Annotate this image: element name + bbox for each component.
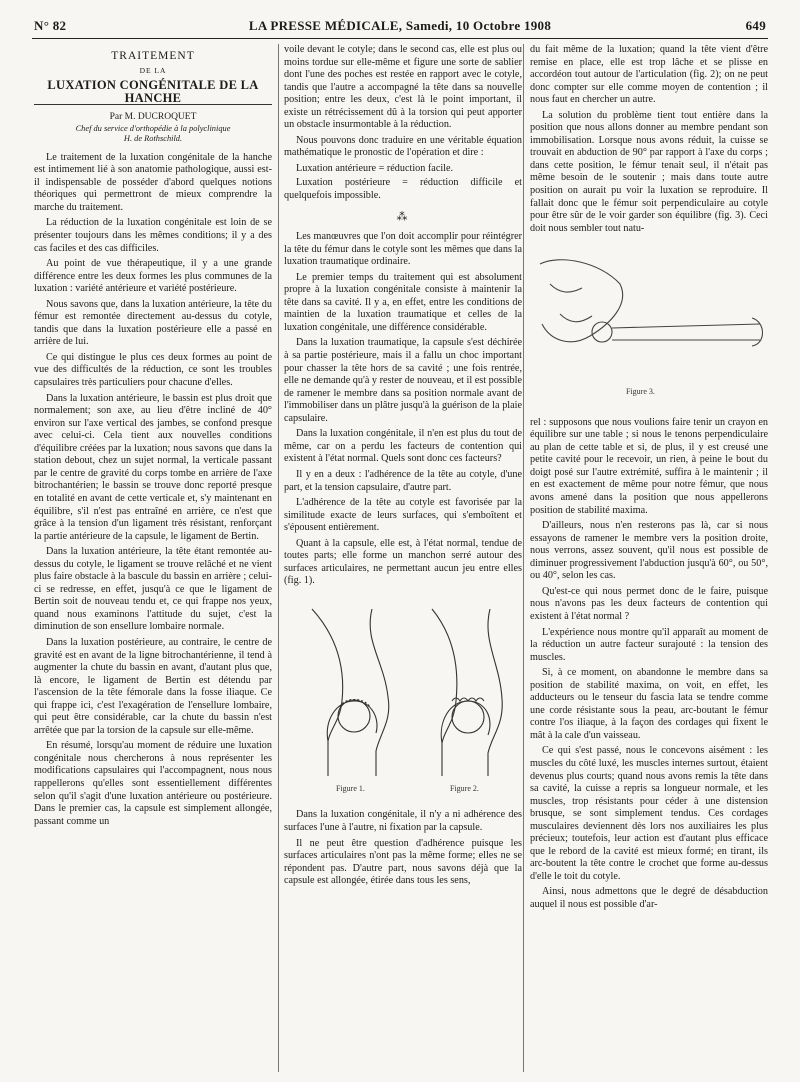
paragraph: Ce qui s'est passé, nous le concevons aisément : les muscles du côté luxé, les muscles internes surtout, étaient devenus plus courts; quand nous avons remis la tête dans sa cavité, la cuisse a repris sa longueur normale, et les muscles, trop résistants pour céder à une distension brusque, se sont simplement tendus. Ces cordages musculaires deviennent dès lors nos auxiliaires les plus précieux; toutefois, leur action est d'autant plus efficace que le rebord de la cavité est mieux formé; en tirant, ils arc-boutent la tête contre le crochet que forme au-dessus d'elle le toit du cotyle. [530,745,768,882]
figure-2-caption: Figure 2. [450,783,479,793]
figure-1-caption: Figure 1. [336,783,365,793]
equation-line: Luxation antérieure = réduction facile. [296,162,454,174]
running-head [32,14,768,39]
paragraph: Dans la luxation antérieure, le bassin est plus droit que normalement; son axe, au lieu d'être incliné de 40° environ sur l'axe vertical des jambes, se confond presque avec celui-ci. Cela tient aux nouvelles conditions d'équilibre créées par la luxation; nous savons que dans la station debout, chez un sujet normal, la verticale passant par le centre de gravité du corps tombe en arrière de l'axe bitrochantérien; le bassin se trouve donc reporté presque en totalité en avant de cette verticale et, s'y maintenant en équilibre, s'il n'est pas entraîné en arrière, ce n'est que grâce à la tension d'un ligament très résistant, renforçant la partie antérieure de la capsule, le ligament de Bertin. [34,392,272,542]
paragraph: D'ailleurs, nous n'en resterons pas là, car si nous essayons de ramener le membre vers la position droite, nous verrons, assez souvent, qu'il nous est possible de diminuer progressivement l'abduction jusqu'à 60°, ou 50°, ou 40°, selon les cas. [530,520,768,582]
figure-2-drawing [432,609,502,776]
paragraph: Dans la luxation congénitale, il n'en est plus du tout de même, car on a perdu les facteurs de contention qui existent à l'état normal. Quels sont donc ces facteurs? [284,428,522,465]
column-rule [278,44,279,1072]
paragraph: Au point de vue thérapeutique, il y a une grande différence entre les deux formes les plus communes de la luxation : variété antérieure et variété postérieure. [34,258,272,295]
paragraph: Dans la luxation antérieure, la tête étant remontée au-dessus du cotyle, le ligament se trouve relâché et ne vient plus faire obstacle à la bascule du bassin en arrière ; celui-ci se redresse, en effet, jusqu'à ce que le ligament de Bertin soit de nouveau tendu et, ce qui frappe nos yeux, quand nous examinons l'attitude du sujet, c'est la diminution de son ensellure lombaire normale. [34,546,272,633]
figure-3-drawing [540,260,763,346]
article-title-line2: DE LA [139,65,167,75]
figure-3-caption: Figure 3. [626,387,655,397]
page-number: 649 [745,18,766,33]
paragraph: Il ne peut être question d'adhérence puisque les surfaces articulaires n'ont pas la même forme; elles ne se répondent pas. D'autre part, nous savons déjà que la capsule est allongée, étirée dans tous les sens, [284,837,522,887]
paragraph: En résumé, lorsqu'au moment de réduire une luxation congénitale nous chercherons à nous représenter les modifications capsulaires qui l'accompagnent, nous nous rappellerons qu'elles sont essentiellement différentes selon qu'il s'agit d'une luxation antérieure ou postérieure. Dans le premier cas, la capsule est simplement allongée, passant comme un [34,740,272,827]
figure-1-drawing [312,609,389,776]
paragraph: Qu'est-ce qui nous permet donc de le faire, puisque nous n'avons pas les deux facteurs de contention qui existent à l'état normal ? [530,585,768,622]
paragraph: L'expérience nous montre qu'il apparaît au moment de la réduction un autre facteur surajouté : la tension des muscles. [530,626,768,663]
issue-number: N° 82 [34,18,67,33]
paragraph: voile devant le cotyle; dans le second cas, elle est plus ou moins tordue sur elle-même et figure une sorte de sablier dont l'une des poches est restée en rapport avec le cotyle, tandis que l'autre a accompagné la tête dans sa nouvelle position; entre les deux, c'est là le point important, il existe un rétrécissement dû à la torsion qui peut apporter un obstacle insurmontable à la réduction. [284,44,522,131]
paragraph: Le traitement de la luxation congénitale de la hanche est intimement lié à son anatomie pathologique, aussi est-il indispensable de posséder d'abord quelques notions théoriques qui permettront de mieux comprendre la marche du traitement. [34,151,272,213]
section-separator: ⁂ [396,210,410,223]
paragraph: rel : supposons que nous voulions faire tenir un crayon en équilibre sur une table ; si nous le tenons perpendiculaire au plan de cette table et si, de plus, il y est creusé une petite cavité pour le recevoir, un rien, à peine le bout du doigt posé sur l'autre extrémité, suffira à le maintenir ; il en est exactement de même pour notre fémur, que nous avons amené dans la position que nous appellerons position de stabilité maxima. [530,416,768,516]
article-author: Par M. DUCROQUET [109,112,197,123]
paragraph: Ce qui distingue le plus ces deux formes au point de vue des difficultés de la réduction, ce sont les troubles capsulaires très particuliers pour chacune d'elles. [34,351,272,389]
figures-1-2-hip-illustration [284,601,522,797]
column-rule [523,44,524,1072]
paragraph: Ainsi, nous admettons que le degré de désabduction auquel il nous est possible d'ar- [530,886,768,910]
column-1 [34,44,272,1072]
paragraph: L'adhérence de la tête au cotyle est favorisée par la similitude exacte de leurs surfaces, qui s'emboîtent et s'épousent entièrement. [284,497,522,534]
column-2 [284,44,522,1072]
equation-line: Luxation postérieure = réduction difficile et quelquefois impossible. [284,177,522,202]
paragraph: La réduction de la luxation congénitale est loin de se présenter toujours dans les mêmes conditions; il y a des cas faciles et des cas difficiles. [34,217,272,254]
journal-title: LA PRESSE MÉDICALE, Samedi, 10 Octobre 1908 [248,18,552,33]
paragraph: Nous pouvons donc traduire en une véritable équation mathématique le pronostic de l'opération et dire : [284,134,522,159]
paragraph: Les manœuvres que l'on doit accomplir pour réintégrer la tête du fémur dans le cotyle sont les mêmes que dans la luxation traumatique ordinaire. [284,231,522,268]
paragraph: La solution du problème tient tout entière dans la position que nous allons donner au membre pendant son immobilisation. Lorsque nous avons réduit, la cuisse se trouvait en abduction de 90° par rapport à l'axe du corps ; dans cette position, le fémur tenait seul, il n'était pas même besoin de le soutenir ; mais dans toute autre position on aurait pu voir la luxation se reproduire. Il fallait donc que le fémur soit perpendiculaire au cotyle pour être sûr de le voir garder son équilibre (fig. 3). Ceci doit nous sembler tout natu- [530,109,768,234]
paragraph: Nous savons que, dans la luxation antérieure, la tête du fémur est remontée directement au-dessus du cotyle, tandis que dans la luxation postérieure elle a passé en arrière de lui. [34,298,272,348]
article-title-line1: TRAITEMENT [111,50,195,62]
paragraph: Le premier temps du traitement qui est absolument propre à la luxation congénitale consiste à maintenir la tête dans sa cavité. Il y a, en effet, entre les conditions de maintien de la luxation traumatique et celles de la luxation congénitale, une différence considérable. [284,271,522,333]
author-affiliation: Chef du service d'orthopédie à la polyclinique [75,123,231,133]
paragraph: Quant à la capsule, elle est, à l'état normal, tendue de toutes parts; elle forme un manchon serré autour des surfaces articulaires, ne permettant aucun jeu entre elles (fig. 1). [284,537,522,587]
article-title-line3: LUXATION CONGÉNITALE DE LA HANCHE [34,79,272,105]
paragraph: Dans la luxation postérieure, au contraire, le centre de gravité est en avant de la ligne bitrochantérienne, il tend à augmenter la chute du bassin en avant, d'autant plus que, là encore, le ligament de Bertin est détendu par l'ascension de la tête fémorale dans la fosse iliaque. Ce qui frappe ici, c'est l'exagération de l'ensellure lombaire, qui peut être considérable, car la chute du bassin n'est arrêtée que par la torsion de la capsule sur elle-même. [34,636,272,736]
paragraph: Si, à ce moment, on abandonne le membre dans sa position de stabilité maxima, on voit, en effet, les adducteurs ou le tenseur du fascia lata se tendre comme une corde résistante sous la peau, arc-boutant le fémur contre l'os iliaque, à la façon des cordages qui fixent le mât à la cale d'un vaisseau. [530,667,768,741]
article-title-block [34,50,272,144]
paragraph: Dans la luxation traumatique, la capsule s'est déchirée à sa partie postérieure, mais il a fallu un choc important pour chasser la tête hors de sa cavité ; une fois rentrée, elle ne demande qu'à y rester de nouveau, et il est possible de ramener le membre dans sa position normale avant de l'immobiliser dans un plâtre jusqu'à la guérison de la plaie capsulaire. [284,337,522,424]
paragraph: Dans la luxation congénitale, il n'y a ni adhérence des surfaces l'une à l'autre, ni fixation par la capsule. [284,809,522,833]
figure-3-pelvis-femur [530,244,768,404]
column-3 [530,44,768,1072]
paragraph: du fait même de la luxation; quand la tête vient d'être remise en place, elle est trop lâche et se plisse en accordéon tout autour de l'articulation (fig. 2); on ne peut donc compter sur elle comme moyen de contention ; il nous faut en chercher un autre. [530,44,768,106]
paragraph: Il y en a deux : l'adhérence de la tête au cotyle, d'une part, et la tension capsulaire, d'autre part. [284,468,522,493]
author-affiliation: H. de Rothschild. [123,133,183,143]
